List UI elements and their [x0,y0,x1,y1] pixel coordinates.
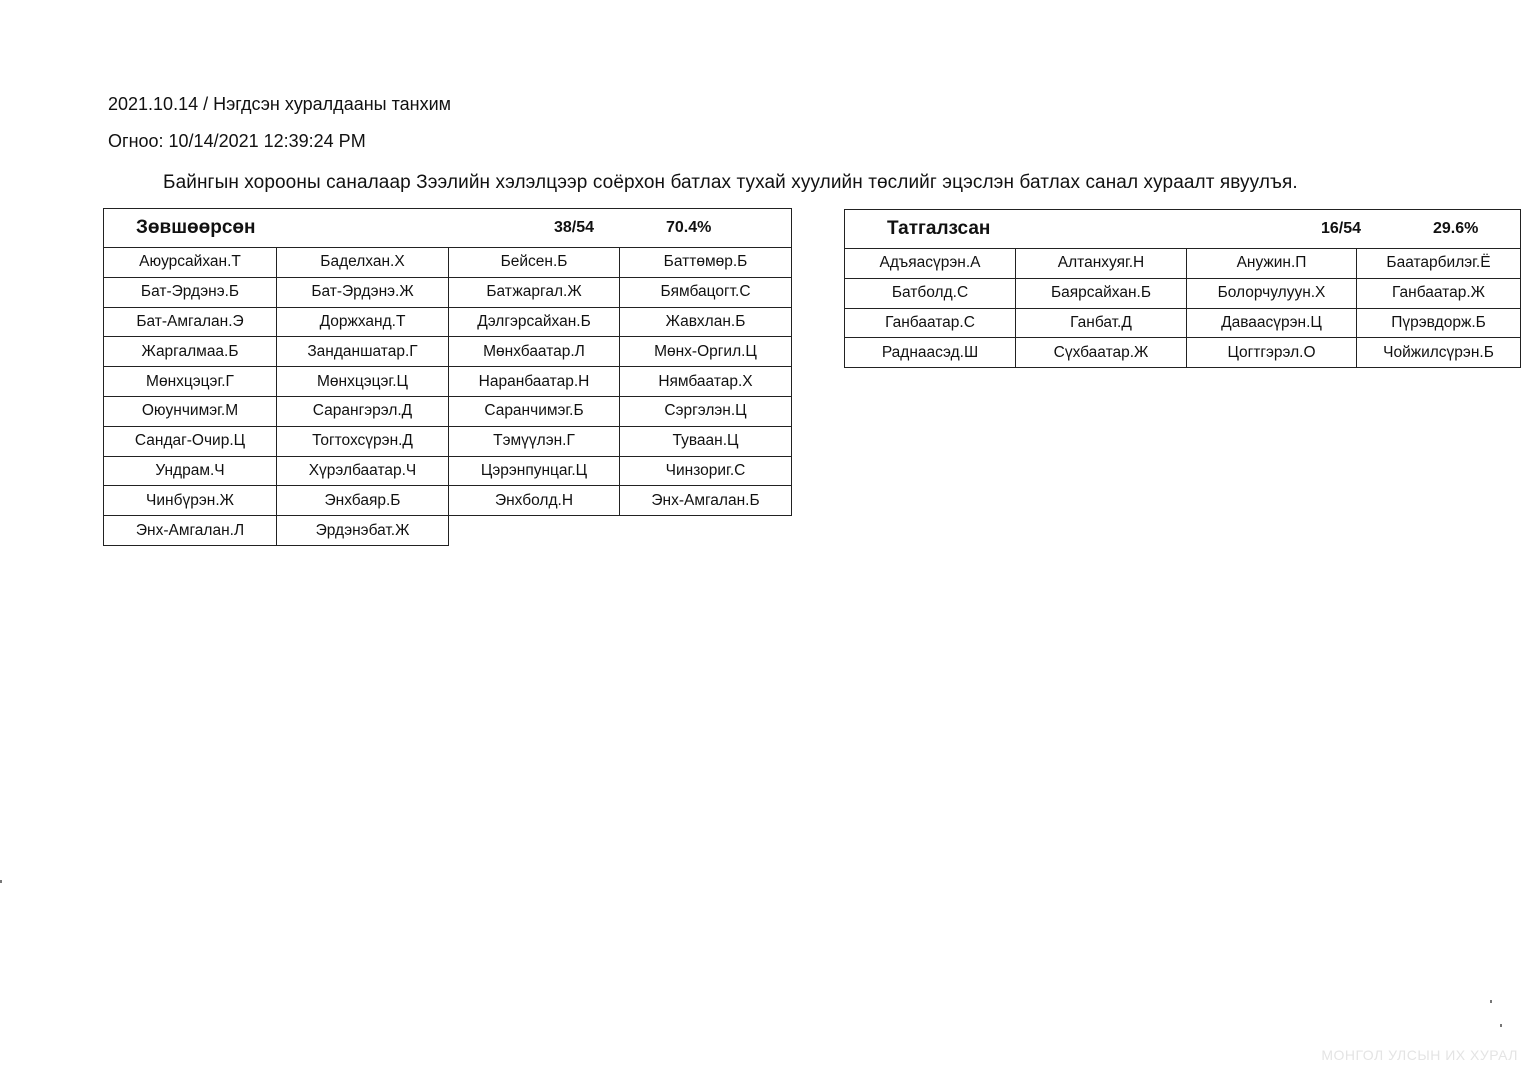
voter-name: Даваасүрэн.Ц [1187,308,1357,338]
voter-name: Мөнх-Оргил.Ц [620,337,792,367]
voter-name: Тэмүүлэн.Г [449,426,620,456]
motion-text: Байнгын хорооны саналаар Зээлийн хэлэлцээр соёрхон батлах тухай хуулийн төслийг эцэслэн батлах санал хураалт явуулъя. [163,172,1298,193]
approve-header [104,209,792,248]
table-row [845,308,1521,338]
table-row [845,338,1521,368]
voter-name: Сарангэрэл.Д [277,396,449,426]
voter-name: Раднаасэд.Ш [845,338,1016,368]
table-row [104,426,792,456]
approve-table [103,208,792,546]
voter-name: Мөнхцэцэг.Ц [277,367,449,397]
table-row [104,337,792,367]
voter-name: Жаргалмаа.Б [104,337,277,367]
voter-name: Болорчулуун.Х [1187,278,1357,308]
empty-cell [449,516,620,546]
voter-name: Адъяасүрэн.А [845,249,1016,279]
voter-name: Хүрэлбаатар.Ч [277,456,449,486]
voter-name: Аюурсайхан.Т [104,248,277,278]
session-line: 2021.10.14 / Нэгдсэн хуралдааны танхим [108,94,452,114]
voter-name: Туваан.Ц [620,426,792,456]
voter-name: Наранбаатар.Н [449,367,620,397]
voter-name: Занданшатар.Г [277,337,449,367]
voter-name: Сүхбаатар.Ж [1016,338,1187,368]
table-row [845,249,1521,279]
voter-name: Батболд.С [845,278,1016,308]
voter-name: Анужин.П [1187,249,1357,279]
reject-count: 16/54 [1321,220,1362,237]
reject-header [845,210,1521,249]
voter-name: Сэргэлэн.Ц [620,396,792,426]
table-row [104,486,792,516]
voter-name: Мөнхбаатар.Л [449,337,620,367]
voter-name: Алтанхуяг.Н [1016,249,1187,279]
voter-name: Доржханд.Т [277,307,449,337]
voter-name: Эрдэнэбат.Ж [277,516,449,546]
voter-name: Энх-Амгалан.Л [104,516,277,546]
date-line: Огноо: 10/14/2021 12:39:24 PM [108,131,366,151]
voter-name: Сандаг-Очир.Ц [104,426,277,456]
voter-name: Нямбаатар.Х [620,367,792,397]
voter-name: Дэлгэрсайхан.Б [449,307,620,337]
voter-name: Баярсайхан.Б [1016,278,1187,308]
voter-name: Ундрам.Ч [104,456,277,486]
voter-name: Тогтохсүрэн.Д [277,426,449,456]
approve-title: Зөвшөөрсөн [136,217,256,238]
voter-name: Чинбүрэн.Ж [104,486,277,516]
voter-name: Бат-Амгалан.Э [104,307,277,337]
voter-name: Энхболд.Н [449,486,620,516]
scan-speck [1490,1000,1492,1003]
watermark-text: МОНГОЛ УЛСЫН ИХ ХУРАЛ [1321,1047,1518,1063]
voter-name: Бат-Эрдэнэ.Ж [277,277,449,307]
voter-name: Жавхлан.Б [620,307,792,337]
voter-name: Батжаргал.Ж [449,277,620,307]
table-row [104,367,792,397]
voter-name: Баатарбилэг.Ё [1357,249,1521,279]
scan-speck [1500,1024,1502,1027]
voter-name: Бямбацогт.С [620,277,792,307]
table-row [845,278,1521,308]
table-row [104,456,792,486]
table-row [104,277,792,307]
table-row [104,516,792,546]
empty-cell [620,516,792,546]
reject-percent: 29.6% [1433,220,1479,237]
reject-table [844,209,1521,368]
approve-percent: 70.4% [666,219,712,236]
voter-name: Бейсен.Б [449,248,620,278]
voter-name: Баделхан.Х [277,248,449,278]
scan-speck [0,880,2,883]
voter-name: Ганбаатар.С [845,308,1016,338]
voter-name: Бат-Эрдэнэ.Б [104,277,277,307]
voter-name: Цогтгэрэл.О [1187,338,1357,368]
table-row [104,248,792,278]
voter-name: Ганбат.Д [1016,308,1187,338]
approve-count: 38/54 [554,219,595,236]
voter-name: Оюунчимэг.М [104,396,277,426]
table-row [104,396,792,426]
voter-name: Энхбаяр.Б [277,486,449,516]
voter-name: Пүрэвдорж.Б [1357,308,1521,338]
voter-name: Мөнхцэцэг.Г [104,367,277,397]
table-row [104,307,792,337]
voter-name: Баттөмөр.Б [620,248,792,278]
reject-title: Татгалзсан [887,218,991,239]
voter-name: Чинзориг.С [620,456,792,486]
voter-name: Чойжилсүрэн.Б [1357,338,1521,368]
voter-name: Ганбаатар.Ж [1357,278,1521,308]
voter-name: Саранчимэг.Б [449,396,620,426]
voter-name: Цэрэнпунцаг.Ц [449,456,620,486]
voter-name: Энх-Амгалан.Б [620,486,792,516]
